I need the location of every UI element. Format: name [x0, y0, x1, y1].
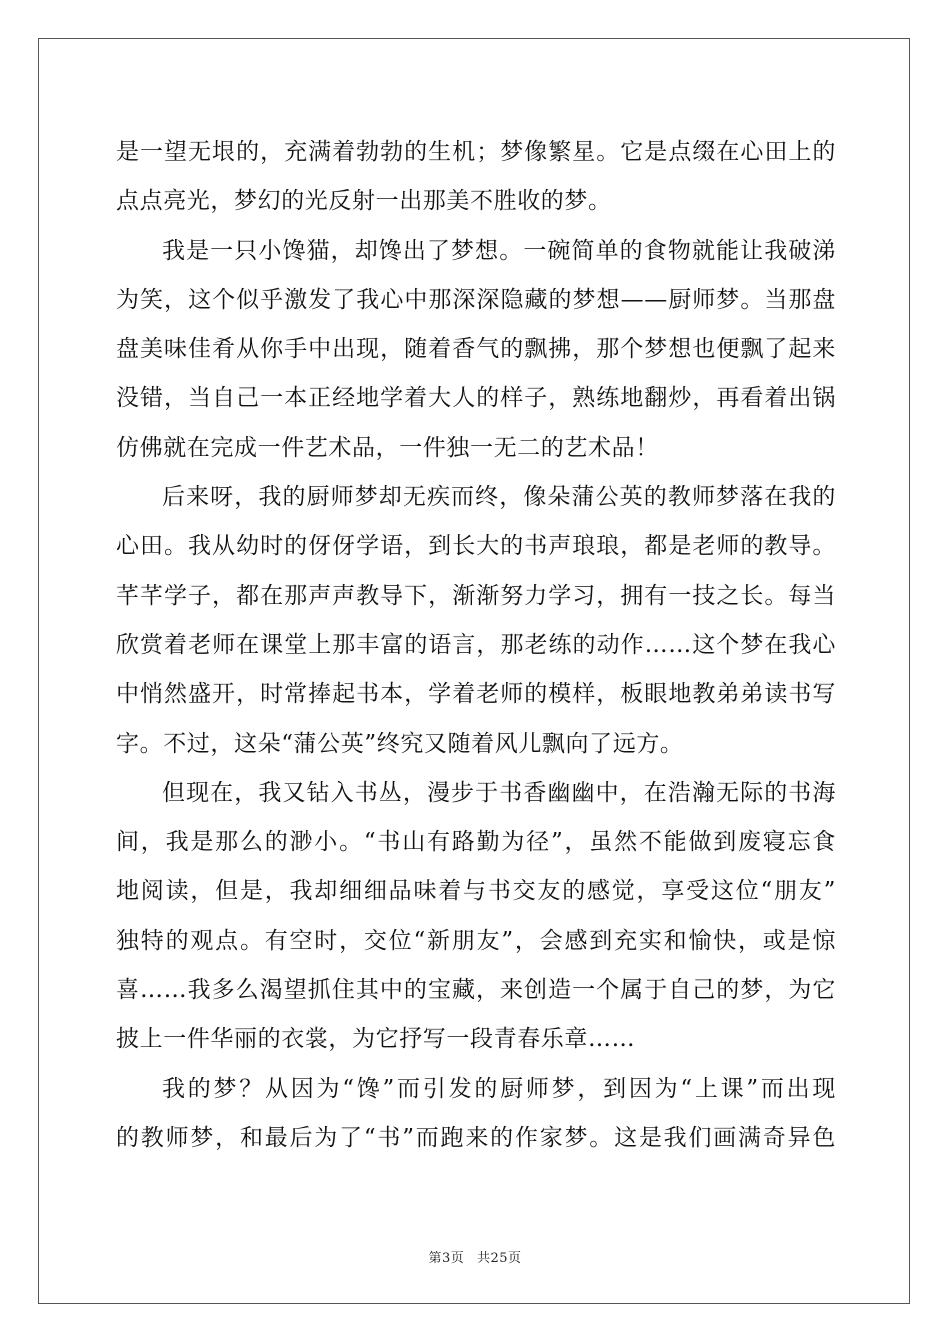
text-line: 没错，当自己一本正经地学着大人的样子，熟练地翻炒，再看着出锅: [116, 385, 836, 412]
text-line: 点点亮光，梦幻的光反射一出那美不胜收的梦。: [116, 188, 612, 215]
text-line: 仿佛就在完成一件艺术品，一件独一无二的艺术品！: [116, 434, 659, 461]
text-line: 我是一只小馋猫，却馋出了梦想。一碗简单的食物就能让我破涕: [162, 237, 836, 264]
text-line: 芊芊学子，都在那声声教导下，渐渐努力学习，拥有一技之长。每当: [116, 582, 836, 609]
text-line: 中悄然盛开，时常捧起书本，学着老师的模样，板眼地教弟弟读书写: [116, 681, 836, 708]
page-footer: [0, 1247, 950, 1266]
text-line: 盘美味佳肴从你手中出现，随着香气的飘拂，那个梦想也便飘了起来: [116, 336, 836, 363]
text-line: 间，我是那么的渺小。“书山有路勤为径”，虽然不能做到废寝忘食: [116, 829, 836, 856]
text-line: 心田。我从幼时的伢伢学语，到长大的书声琅琅，都是老师的教导。: [116, 533, 836, 560]
text-line: 欣赏着老师在课堂上那丰富的语言，那老练的动作……这个梦在我心: [116, 631, 836, 658]
text-line: 独特的观点。有空时，交位“新朋友”，会感到充实和愉快，或是惊: [116, 927, 836, 954]
text-line: 披上一件华丽的衣裳，为它抒写一段青春乐章……: [116, 1026, 636, 1053]
text-line: 为笑，这个似乎激发了我心中那深深隐藏的梦想——厨师梦。当那盘: [116, 286, 836, 313]
text-line: 是一望无垠的，充满着勃勃的生机；梦像繁星。它是点缀在心田上的: [116, 139, 836, 165]
page-number: 第3页: [428, 1251, 465, 1266]
page-total: 共25页: [476, 1251, 522, 1266]
text-line: 字。不过，这朵“蒲公英”终究又随着风儿飘向了远方。: [116, 730, 684, 757]
text-line: 我的梦？从因为“馋”而引发的厨师梦，到因为“上课”而出现: [162, 1075, 836, 1102]
text-line: 喜……我多么渴望抓住其中的宝藏，来创造一个属于自己的梦，为它: [116, 977, 836, 1004]
text-line: 后来呀，我的厨师梦却无疾而终，像朵蒲公英的教师梦落在我的: [162, 484, 836, 511]
text-line: 但现在，我又钻入书丛，漫步于书香幽幽中，在浩瀚无际的书海: [162, 779, 836, 806]
text-line: 地阅读，但是，我却细细品味着与书交友的感觉，享受这位“朋友”: [116, 878, 836, 905]
text-line: 的教师梦，和最后为了“书”而跑来的作家梦。这是我们画满奇异色: [116, 1124, 836, 1151]
body-text: [116, 128, 836, 1163]
